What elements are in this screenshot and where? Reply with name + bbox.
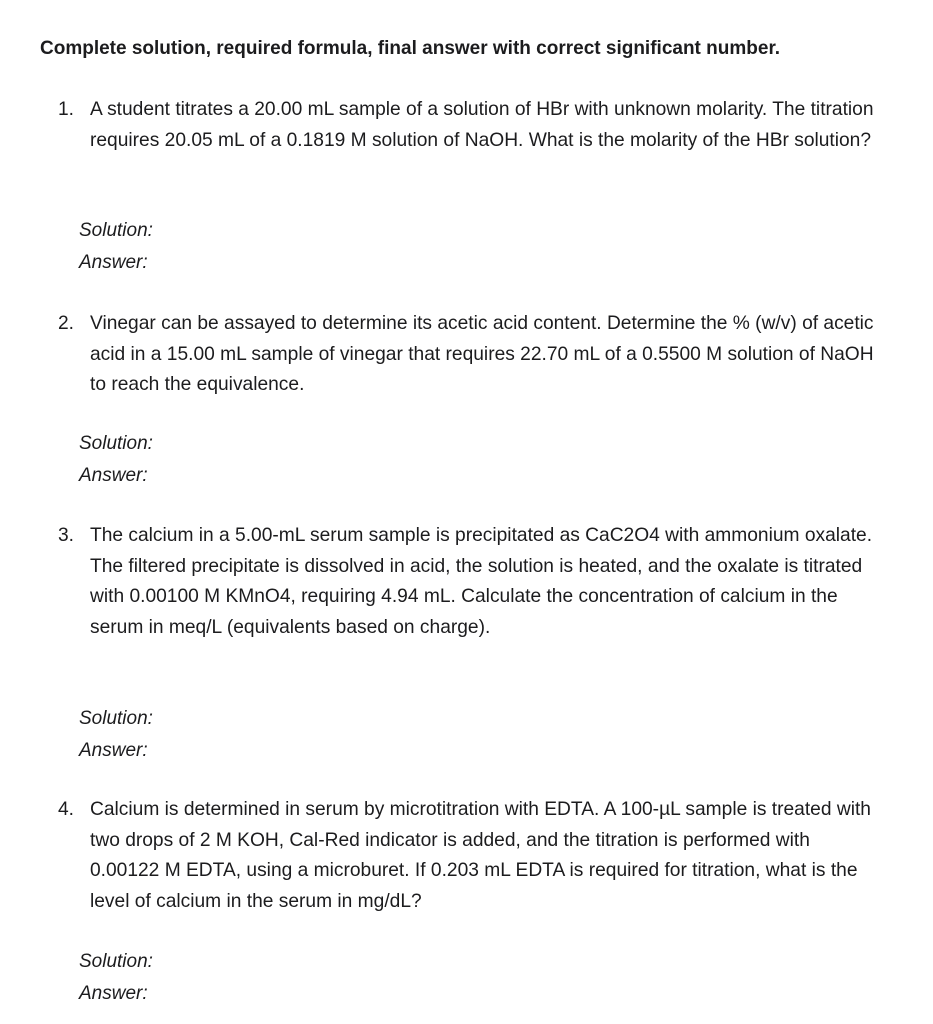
question-2-response xyxy=(79,428,153,492)
question-4 xyxy=(58,795,878,917)
answer-label: Answer: xyxy=(79,983,148,1004)
question-text: Vinegar can be assayed to determine its acetic acid content. Determine the % (w/v) of acetic acid in a 15.00 mL sample of vinegar that requires 22.70 mL of a 0.5500 M solution of NaOH to reach the equivalence. xyxy=(90,313,874,395)
question-text: The calcium in a 5.00-mL serum sample is precipitated as CaC2O4 with ammonium oxalate. The filtered precipitate is dissolved in acid, the solution is heated, and the oxalate is titrated with 0.00100 M KMnO4, requiring 4.94 mL. Calculate the concentration of calcium in the serum in meq/L (equivalents based on charge). xyxy=(90,525,873,638)
answer-label: Answer: xyxy=(79,465,148,486)
question-number: 4. xyxy=(58,799,75,820)
solution-label: Solution: xyxy=(79,951,153,972)
answer-label: Answer: xyxy=(79,252,148,273)
question-1-response xyxy=(79,215,153,279)
question-number: 1. xyxy=(58,99,75,120)
question-number: 3. xyxy=(58,525,75,546)
question-3-response xyxy=(79,703,153,767)
answer-label: Answer: xyxy=(79,740,148,761)
page-heading: Complete solution, required formula, final answer with correct significant number. xyxy=(40,38,781,59)
solution-label: Solution: xyxy=(79,220,153,241)
solution-label: Solution: xyxy=(79,708,153,729)
question-1 xyxy=(58,95,878,156)
question-text: Calcium is determined in serum by microtitration with EDTA. A 100-µL sample is treated with two drops of 2 M KOH, Cal-Red indicator is added, and the titration is performed with 0.00122 M EDTA, using a microburet. If 0.203 mL EDTA is required for titration, what is the level of calcium in the serum in mg/dL? xyxy=(90,799,871,912)
question-text: A student titrates a 20.00 mL sample of a solution of HBr with unknown molarity. The titration requires 20.05 mL of a 0.1819 M solution of NaOH. What is the molarity of the HBr solution? xyxy=(90,99,874,151)
question-4-response xyxy=(79,946,153,1010)
question-2 xyxy=(58,309,878,401)
question-number: 2. xyxy=(58,313,75,334)
question-3 xyxy=(58,521,878,643)
solution-label: Solution: xyxy=(79,433,153,454)
